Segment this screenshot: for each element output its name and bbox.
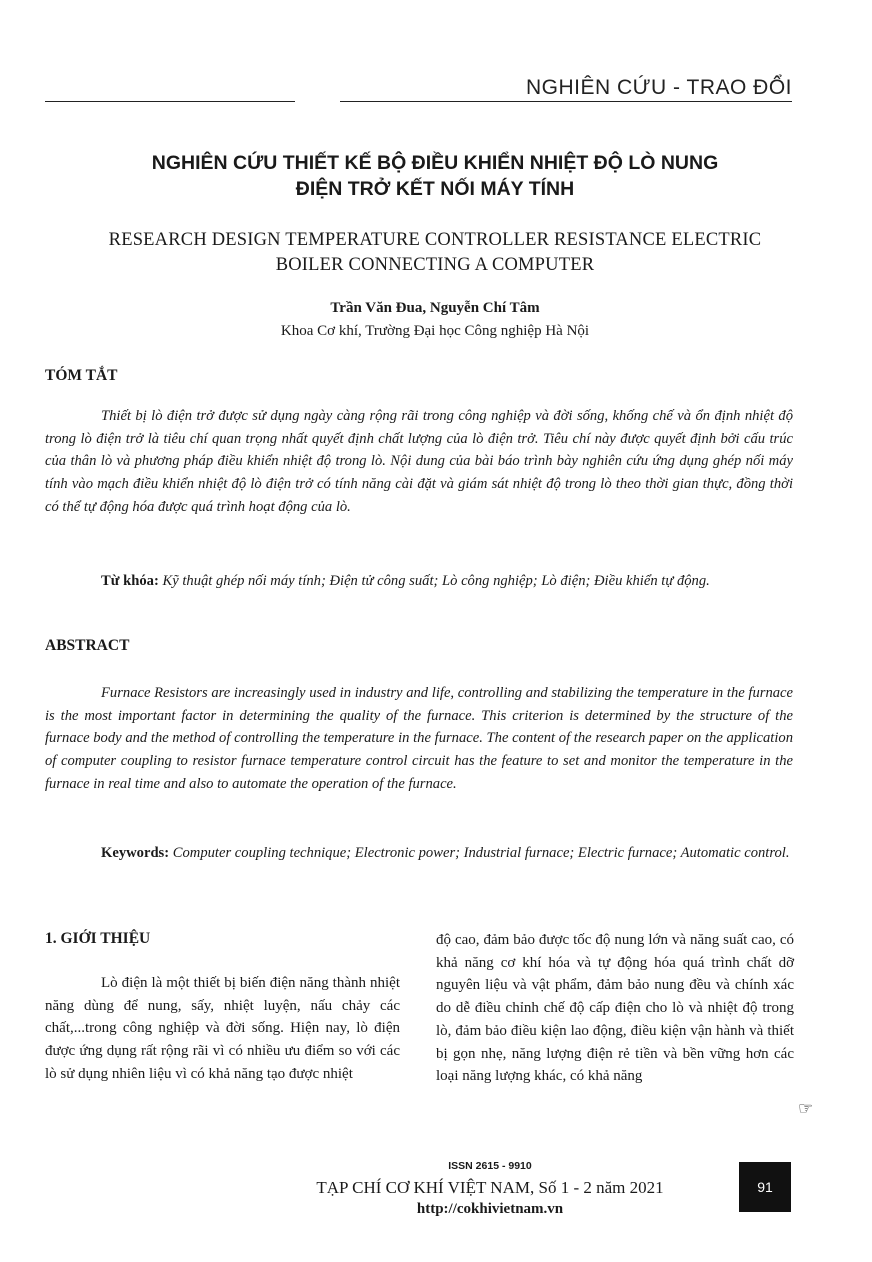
intro-col1-paragraph: Lò điện là một thiết bị biến điện năng thành nhiệt năng dùng để nung, sấy, nhiệt luyện, nấu chảy các chất,...trong công nghiệp và đời sống. Hiện nay, lò điện được ứng dụng rất rộng rãi vì có nhiều ưu điểm so với các lò sử dụng nhiên liệu vì có khả năng tạo được nhiệt [45,975,400,1082]
footer-url: http://cokhivietnam.vn [416,1201,564,1217]
continue-hand-icon: ☞ [798,1099,814,1118]
abstract-keywords-text: Computer coupling technique; Electronic power; Industrial furnace; Electric furnace; Automatic control. [172,845,790,861]
summary-heading: TÓM TẮT [45,367,118,384]
section-label: NGHIÊN CỨU - TRAO ĐỔI [525,76,792,99]
summary-keywords-label: Từ khóa: [101,573,159,589]
title-en-line1: RESEARCH DESIGN TEMPERATURE CONTROLLER RESISTANCE ELECTRIC [108,230,762,250]
intro-col2-paragraph: độ cao, đảm bảo được tốc độ nung lớn và năng suất cao, có khả năng cơ khí hóa và tự động hóa quá trình chất dỡ nguyên liệu và vật phẩm, đảm bảo nung đều và chính xác do dễ điều chỉnh chế độ cấp điện cho lò và nhiệt độ trong lò, đảm bảo điều kiện lao động, điều kiện vận hành và thiết bị gọn nhẹ, năng lượng điện rẻ tiền và bền vững hơn các loại năng lượng khác, có khả năng [436,932,794,1085]
abstract-paragraph: Furnace Resistors are increasingly used in industry and life, controlling and stabilizing the temperature in the furnace is the most important factor in determining the quality of the furnace. This criterion is determined by the structure of the furnace body and the method of controlling the temperature in the furnace. The content of the research paper on the application of computer coupling to resistor furnace temperature control circuit has the feature to set and monitor the temperature in the furnace in real time and also to automate the operation of the furnace. [45,685,793,792]
summary-paragraph: Thiết bị lò điện trở được sử dụng ngày càng rộng rãi trong công nghiệp và đời sống, khống chế và ổn định nhiệt độ trong lò điện trở là tiêu chí quan trọng nhất quyết định chất lượng của lò điện trở. Tiêu chí này được quyết định bởi cấu trúc của thân lò và phương pháp điều khiển nhiệt độ trong lò. Nội dung của bài báo trình bày nghiên cứu ứng dụng ghép nối máy tính vào mạch điều khiển nhiệt độ lò điện trở có tính năng cài đặt và giám sát nhiệt độ trong lò theo thời gian thực, đồng thời có thể tự động hóa được quá trình hoạt động của lò. [45,408,793,515]
affiliation: Khoa Cơ khí, Trường Đại học Công nghiệp Hà Nội [280,323,590,339]
intro-column-1 [45,972,400,1086]
header-rule-left [45,101,295,102]
intro-column-2 [436,929,794,1088]
title-english [40,228,830,278]
summary-keywords [45,570,793,593]
abstract-keywords-label: Keywords: [101,845,170,861]
page-number: 91 [739,1162,791,1212]
footer-issn: ISSN 2615 - 9910 [448,1160,532,1172]
header-rule-right [340,101,792,102]
abstract-heading: ABSTRACT [45,637,130,654]
summary-keywords-text: Kỹ thuật ghép nối máy tính; Điện tử công suất; Lò công nghiệp; Lò điện; Điều khiển tự động. [162,573,710,589]
abstract-keywords [45,842,793,865]
journal-issue: , Số 1 - 2 năm 2021 [529,1178,664,1197]
title-vietnamese [40,150,830,202]
title-vn-line2: ĐIỆN TRỞ KẾT NỐI MÁY TÍNH [295,178,575,200]
abstract-text [45,682,793,796]
summary-text [45,405,793,519]
footer-journal [280,1178,700,1198]
title-vn-line1: NGHIÊN CỨU THIẾT KẾ BỘ ĐIỀU KHIỂN NHIỆT ĐỘ LÒ NUNG [151,152,719,174]
title-en-line2: BOILER CONNECTING A COMPUTER [275,255,595,275]
intro-heading: 1. GIỚI THIỆU [45,930,151,947]
authors: Trần Văn Đua, Nguyễn Chí Tâm [330,300,540,316]
journal-name: TẠP CHÍ CƠ KHÍ VIỆT NAM [316,1178,530,1197]
